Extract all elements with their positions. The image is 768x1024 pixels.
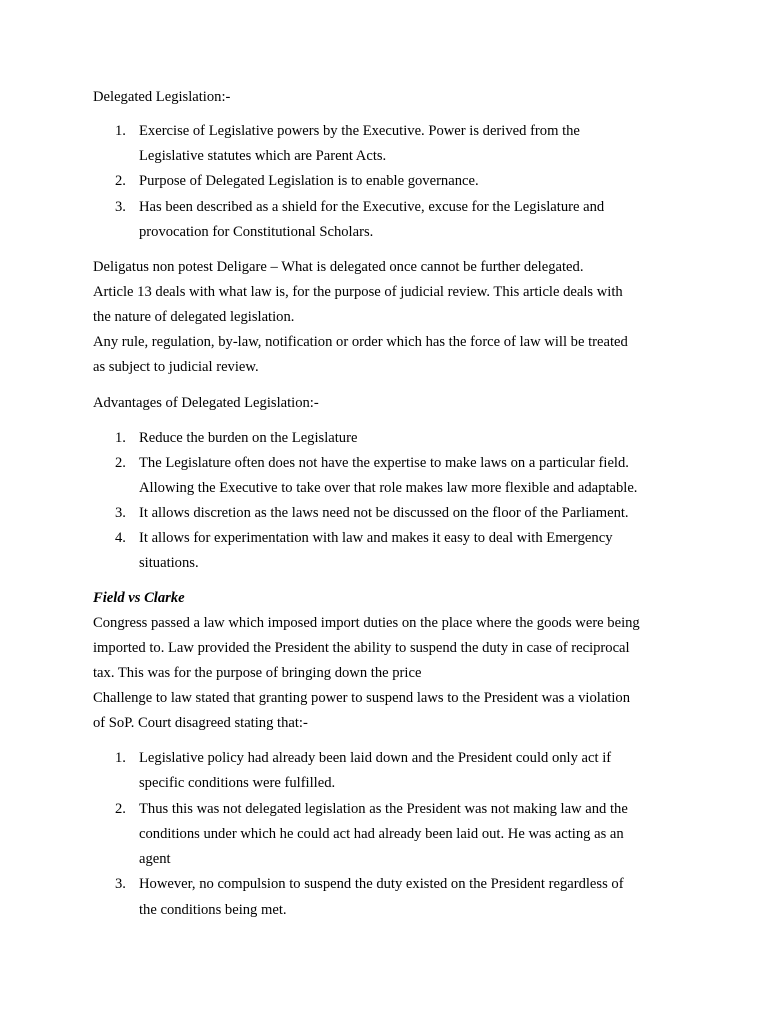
list-item-text: agent (139, 851, 171, 867)
section-heading-advantages: Advantages of Delegated Legislation:- (93, 395, 319, 411)
list-number: 3. (115, 199, 126, 215)
paragraph-line: Article 13 deals with what law is, for the purpose of judicial review. This article deals with (93, 284, 623, 300)
list-item-text: Allowing the Executive to take over that role makes law more flexible and adaptable. (139, 480, 638, 496)
list-number: 2. (115, 801, 126, 817)
list-item-text: The Legislature often does not have the expertise to make laws on a particular field. (139, 455, 629, 471)
case-title: Field vs Clarke (93, 590, 185, 606)
list-item-text: Exercise of Legislative powers by the Executive. Power is derived from the (139, 123, 580, 139)
list-item-text: the conditions being met. (139, 902, 287, 918)
list-number: 2. (115, 455, 126, 471)
list-item-text: Thus this was not delegated legislation as the President was not making law and the (139, 801, 628, 817)
list-number: 2. (115, 173, 126, 189)
list-number: 1. (115, 750, 126, 766)
paragraph-line: of SoP. Court disagreed stating that:- (93, 715, 308, 731)
paragraph-line: the nature of delegated legislation. (93, 309, 295, 325)
list-item-text: However, no compulsion to suspend the duty existed on the President regardless of (139, 876, 624, 892)
paragraph-line: Challenge to law stated that granting power to suspend laws to the President was a violation (93, 690, 631, 706)
list-item-text: It allows for experimentation with law and makes it easy to deal with Emergency (139, 530, 613, 546)
list-number: 3. (115, 876, 126, 892)
paragraph-line: as subject to judicial review. (93, 359, 259, 375)
list-item-text: Legislative statutes which are Parent Acts. (139, 148, 387, 164)
list-item-text: specific conditions were fulfilled. (139, 775, 336, 791)
list-item-text: It allows discretion as the laws need not be discussed on the floor of the Parliament. (139, 505, 629, 521)
list-number: 1. (115, 123, 126, 139)
paragraph-line: Deligatus non potest Deligare – What is delegated once cannot be further delegated. (93, 259, 584, 275)
paragraph-line: Congress passed a law which imposed import duties on the place where the goods were being (93, 615, 640, 631)
list-item-text: conditions under which he could act had already been laid out. He was acting as an (139, 826, 624, 842)
list-item-text: Reduce the burden on the Legislature (139, 430, 358, 446)
list-number: 3. (115, 505, 126, 521)
list-item-text: Has been described as a shield for the Executive, excuse for the Legislature and (139, 199, 605, 215)
paragraph-line: imported to. Law provided the President the ability to suspend the duty in case of reciprocal (93, 640, 630, 656)
list-item-text: provocation for Constitutional Scholars. (139, 224, 374, 240)
paragraph-line: tax. This was for the purpose of bringing down the price (93, 665, 422, 681)
list-number: 4. (115, 530, 126, 546)
list-item-text: Purpose of Delegated Legislation is to enable governance. (139, 173, 479, 189)
paragraph-line: Any rule, regulation, by-law, notification or order which has the force of law will be treated (93, 334, 628, 350)
list-number: 1. (115, 430, 126, 446)
list-item-text: situations. (139, 555, 199, 571)
section-heading-delegated-legislation: Delegated Legislation:- (93, 89, 231, 105)
list-item-text: Legislative policy had already been laid down and the President could only act if (139, 750, 612, 766)
